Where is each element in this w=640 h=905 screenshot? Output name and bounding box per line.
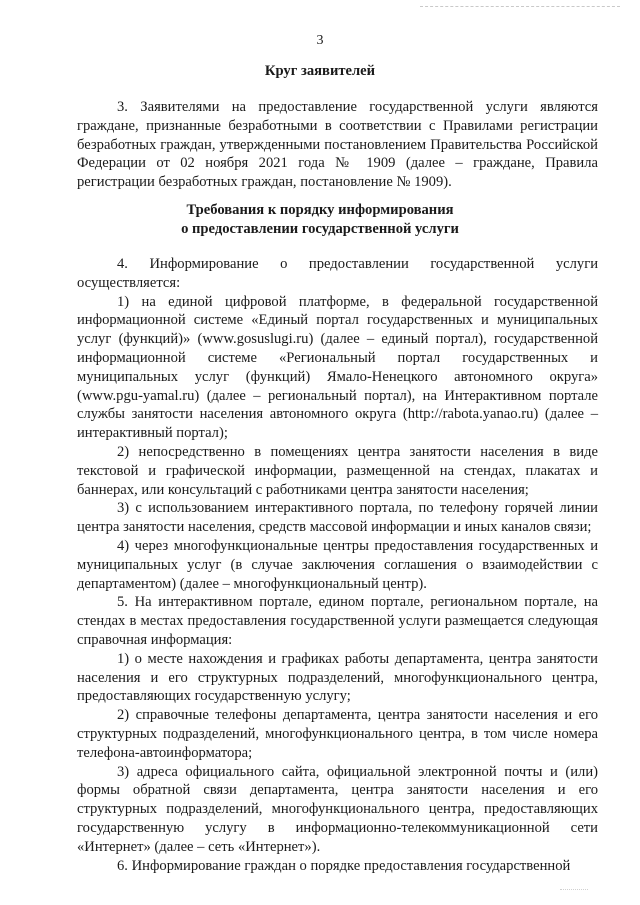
paragraph-5-item-3: 3) адреса официального сайта, официальной электронной почты и (или) формы обратной связи департамента, центра занятости населения и его структурных подразделений, многофункционального центра, предоставляющих государственную услугу в информационно-телекоммуникационной сети «Интернет» (далее – сеть «Интернет»). — [77, 763, 598, 855]
paragraph-3: 3. Заявителями на предоставление государственной услуги являются граждане, признанные безработными в соответствии с Правилами регистрации безработных граждан, утвержденными постановлением Правительства Российской Федерации от 02 ноября 2021 года № 1909 (далее – граждане, Правила регистрации безработных граждан, постановление № 1909). — [77, 99, 598, 191]
paragraph-6: 6. Информирование граждан о порядке предоставления государственной — [117, 857, 571, 874]
paragraph-4-item-4: 4) через многофункциональные центры предоставления государственных и муниципальных услуг (в случае заключения соглашения о взаимодействии с департаментом) (далее – многофункциональный центр). — [77, 537, 598, 592]
paragraph-4-item-1: 1) на единой цифровой платформе, в федеральной государственной информационной системе «Единый портал государственных и муниципальных услуг (функций)» (www.gosuslugi.ru) (далее – единый портал), государственной информационной системе «Региональный портал государственных и муниципальных услуг (функций) Ямало-Ненецкого автономного округа» (www.pgu-yamal.ru) (далее – региональный портал), на Интерактивном портале службы занятости населения автономного округа (http://rabota.yanao.ru) (далее – интерактивный портал); — [77, 293, 598, 442]
paragraph-4: 4. Информирование о предоставлении государственной услуги осуществляется: — [77, 256, 598, 291]
section-heading-informing — [40, 201, 600, 239]
paragraph-4-item-2: 2) непосредственно в помещениях центра занятости населения в виде текстовой и графической информации, размещенной на стендах, плакатах и баннерах, или консультаций с работниками центра занятости населения; — [77, 443, 598, 498]
page-number: 3 — [316, 33, 324, 48]
section-heading-line-2: о предоставлении государственной услуги — [181, 220, 459, 237]
section-heading-line-1: Требования к порядку информирования — [186, 202, 454, 218]
scan-artifact-line — [420, 6, 620, 7]
scan-artifact-mark — [560, 889, 588, 890]
section-informing-body — [77, 255, 598, 875]
section-applicants-body — [77, 98, 598, 192]
paragraph-5-item-2: 2) справочные телефоны департамента, центра занятости населения и его структурных подразделений, многофункционального центра, в том числе номера телефона-автоинформатора; — [77, 707, 598, 761]
paragraph-5-item-1: 1) о месте нахождения и графиках работы департамента, центра занятости населения и его структурных подразделений, многофункционального центра, предоставляющих государственную услугу; — [77, 650, 598, 705]
paragraph-5: 5. На интерактивном портале, едином портале, региональном портале, на стендах в местах предоставления государственной услуги размещается следующая справочная информация: — [77, 594, 598, 648]
section-heading-applicants: Круг заявителей — [264, 63, 376, 79]
paragraph-4-item-3: 3) с использованием интерактивного портала, по телефону горячей линии центра занятости населения, средств массовой информации и иных каналов связи; — [77, 500, 598, 536]
